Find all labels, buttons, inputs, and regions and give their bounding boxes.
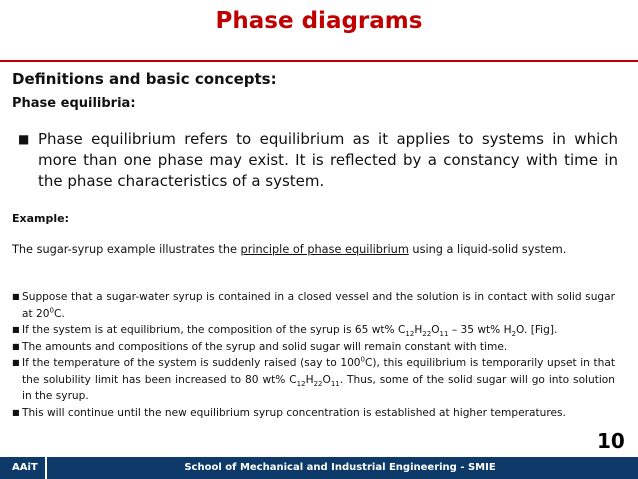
bullet-text: O <box>322 373 331 386</box>
subscript: 22 <box>313 379 323 388</box>
square-bullet-icon: ■ <box>12 341 20 351</box>
subscript: 12 <box>405 330 415 339</box>
example-label: Example: <box>12 212 69 225</box>
principle-link[interactable]: principle of phase equilibrium <box>240 243 409 256</box>
subscript: 22 <box>422 330 432 339</box>
list-item <box>12 405 615 422</box>
bullet-text: If the temperature of the system is suddenly raised (say to 100 <box>22 357 361 369</box>
main-bullet <box>18 129 618 192</box>
bullet-text: – 35 wt% H <box>448 324 512 336</box>
title-rule <box>0 60 638 62</box>
main-bullet-text: Phase equilibrium refers to equilibrium as it applies to systems in which more than one phase may exist. It is reflected by a constancy with time in the phase characteristics of a system. <box>38 130 618 190</box>
subscript: 11 <box>330 379 340 388</box>
bullet-text: C. <box>53 307 65 320</box>
slide-title: Phase diagrams <box>215 8 423 34</box>
example-paragraph <box>12 241 615 259</box>
section-heading: Definitions and basic concepts: <box>12 70 277 88</box>
list-item <box>12 339 615 356</box>
bullet-text: If the system is at equilibrium, the composition of the syrup is 65 wt% C <box>22 324 406 336</box>
example-text-before: The sugar-syrup example illustrates the <box>12 243 241 256</box>
bullet-text: O <box>431 324 440 336</box>
superscript: 0 <box>360 355 366 364</box>
square-bullet-icon: ■ <box>12 407 20 417</box>
bullet-text: H <box>305 373 314 386</box>
bullet-text: This will continue until the new equilibrium syrup concentration is established at higher temperatures. <box>22 406 566 419</box>
subscript: 2 <box>511 330 517 339</box>
bullet-text: H <box>414 324 423 336</box>
list-item <box>12 289 615 322</box>
bullet-list <box>12 289 615 421</box>
list-item <box>12 322 615 339</box>
bullet-text: The amounts and compositions of the syrup and solid sugar will remain constant with time. <box>22 340 508 353</box>
bullet-text: Suppose that a sugar-water syrup is contained in a closed vessel and the solution is in contact with solid sugar at 20 <box>22 291 615 320</box>
bullet-text: O. [Fig]. <box>516 324 558 336</box>
example-text-after: using a liquid-solid system. <box>408 243 567 256</box>
bullet-text: C), this equilibrium is temporarily upset in that the solubility limit has been increased to 80 wt% C <box>22 357 615 386</box>
page-number: 10 <box>597 429 625 453</box>
footer-school: School of Mechanical and Industrial Engineering - SMIE <box>184 462 496 473</box>
superscript: 0 <box>49 305 54 314</box>
subscript: 11 <box>439 330 449 339</box>
square-bullet-icon: ■ <box>18 132 30 146</box>
subscript: 12 <box>296 379 306 388</box>
footer-bar <box>0 457 638 479</box>
subheading: Phase equilibria: <box>12 96 136 111</box>
list-item <box>12 355 615 405</box>
square-bullet-icon: ■ <box>12 292 20 301</box>
square-bullet-icon: ■ <box>12 325 20 334</box>
bullet-text: . Thus, some of the solid sugar will go into solution in the syrup. <box>22 373 615 402</box>
footer-institution: AAiT <box>0 457 47 479</box>
square-bullet-icon: ■ <box>12 358 20 367</box>
